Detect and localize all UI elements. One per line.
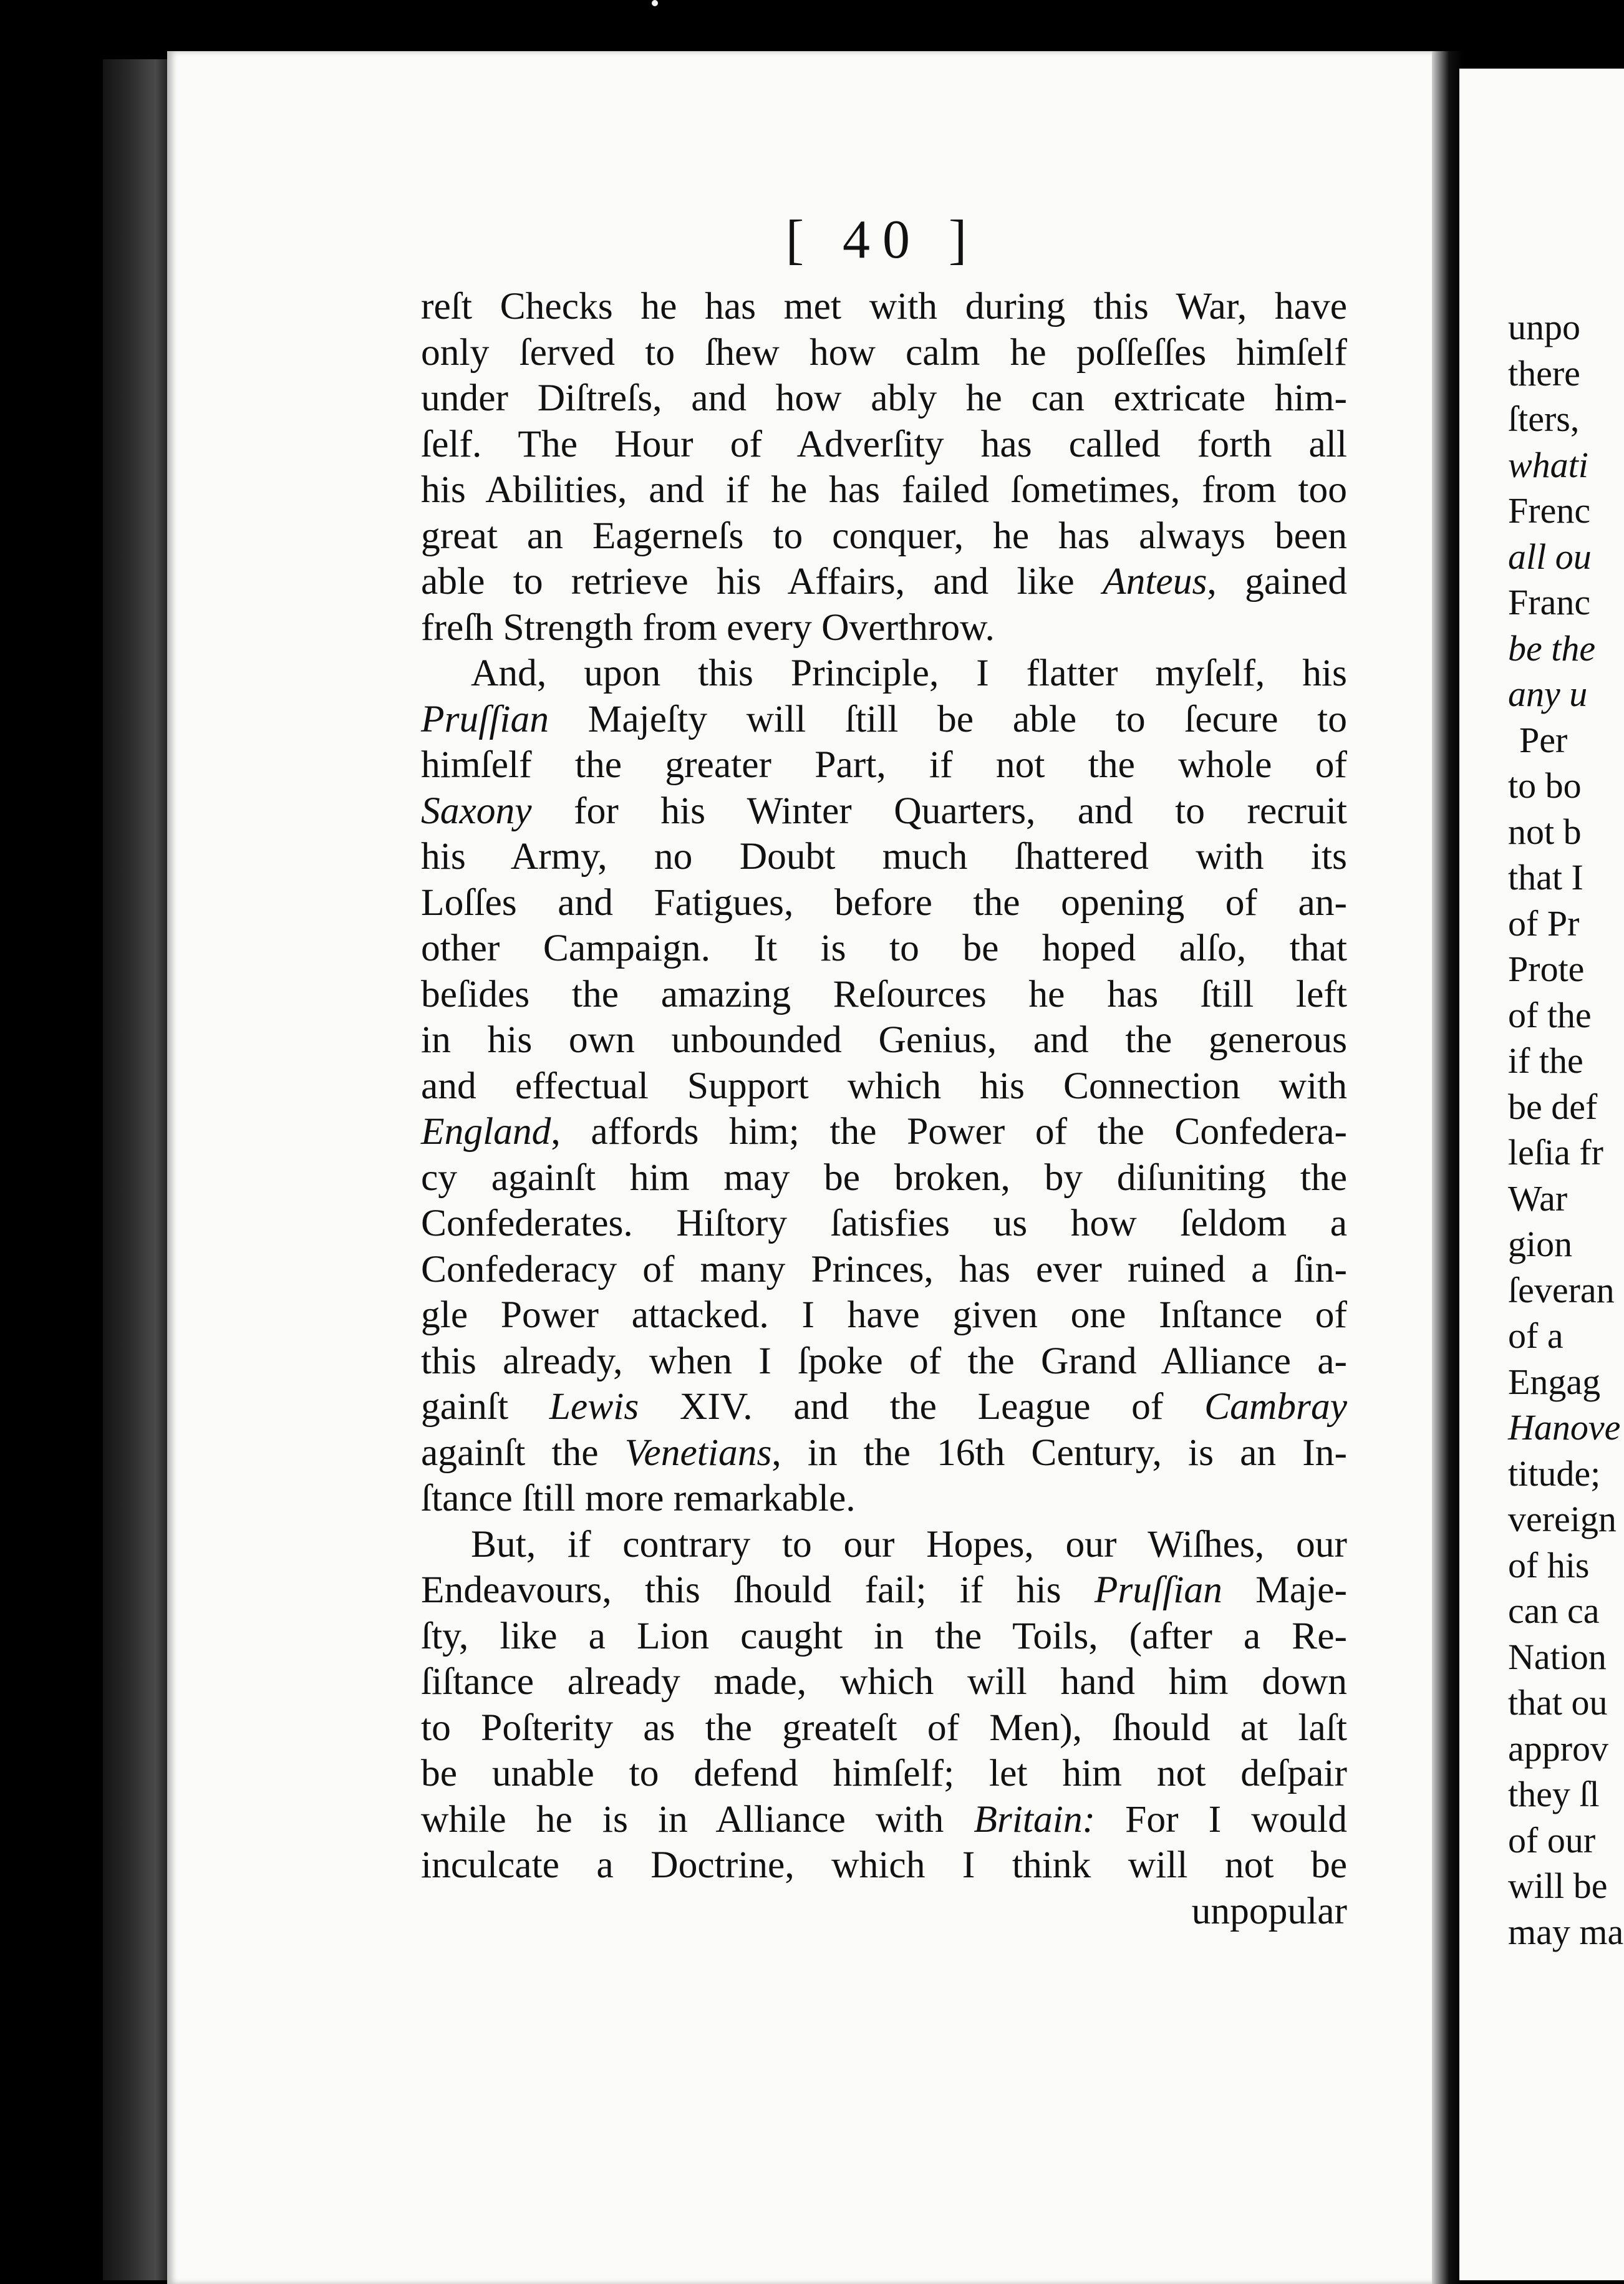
text-line xyxy=(421,1614,1347,1660)
facing-page-line: whati xyxy=(1508,444,1588,485)
text-segment: , affords him; the Power of the Confedera- xyxy=(551,1110,1347,1153)
facing-page-line: approv xyxy=(1508,1728,1609,1769)
text-line xyxy=(421,742,1347,788)
text-line xyxy=(421,1522,1347,1568)
text-segment: And, upon this Principle, I flatter myſelf, his xyxy=(471,652,1347,694)
text-line xyxy=(421,1705,1347,1751)
text-segment: Loſſes and Fatigues, before the opening of an- xyxy=(421,881,1347,924)
italic-text: England xyxy=(421,1110,551,1153)
text-line xyxy=(421,422,1347,468)
text-line xyxy=(421,697,1347,743)
facing-page-line: of a xyxy=(1508,1315,1564,1356)
facing-page-line: Nation xyxy=(1508,1636,1607,1677)
text-line xyxy=(421,559,1347,605)
text-line xyxy=(421,880,1347,926)
text-segment: in his own unbounded Genius, and the generous xyxy=(421,1019,1347,1061)
text-segment: be unable to defend himſelf; let him not deſpair xyxy=(421,1752,1347,1794)
text-line xyxy=(421,972,1347,1018)
text-segment: Confederacy of many Princes, has ever ruined a ſin- xyxy=(421,1247,1347,1290)
text-segment: his Army, no Doubt much ſhattered with its xyxy=(421,835,1347,878)
text-segment: gainſt xyxy=(421,1385,549,1428)
text-line xyxy=(421,1797,1347,1843)
text-segment: unpopular xyxy=(1191,1889,1347,1932)
text-line xyxy=(421,1430,1347,1476)
text-segment: under Diſtreſs, and how ably he can extricate him- xyxy=(421,377,1347,419)
text-line xyxy=(421,1751,1347,1797)
facing-page-line: all ou xyxy=(1508,536,1592,577)
text-line xyxy=(421,284,1347,330)
italic-text: Anteus xyxy=(1103,560,1207,602)
facing-page-line: that ou xyxy=(1508,1682,1608,1723)
text-segment: cy againſt him may be broken, by diſuniting the xyxy=(421,1156,1347,1199)
text-line xyxy=(421,1292,1347,1338)
text-line xyxy=(421,1476,1347,1522)
facing-page-line: leſia fr xyxy=(1508,1132,1603,1173)
text-line xyxy=(421,1109,1347,1155)
text-segment: gle Power attacked. I have given one Inſtance of xyxy=(421,1294,1347,1336)
facing-page-line: will be xyxy=(1508,1865,1608,1906)
facing-page-line: gion xyxy=(1508,1224,1573,1264)
text-segment: Majeſty will ſtill be able to ſecure to xyxy=(549,697,1347,740)
facing-page-line: Engag xyxy=(1508,1361,1601,1402)
facing-page-line: there xyxy=(1508,352,1580,394)
text-segment: Confederates. Hiſtory ſatisfies us how ſeldom a xyxy=(421,1202,1347,1244)
text-line xyxy=(421,1384,1347,1430)
text-segment: , gained xyxy=(1207,560,1347,602)
text-line xyxy=(421,1338,1347,1385)
facing-page-line: War xyxy=(1508,1178,1568,1219)
facing-page-line: any u xyxy=(1508,674,1588,714)
facing-page-line: be the xyxy=(1508,627,1596,669)
text-line xyxy=(421,1567,1347,1614)
text-line xyxy=(421,1063,1347,1110)
paper-speck xyxy=(652,0,658,6)
facing-page-line: of the xyxy=(1508,994,1592,1035)
facing-page-line: of Pr xyxy=(1508,902,1580,944)
facing-page-text xyxy=(1508,304,1624,1955)
facing-page-line: ſeveran xyxy=(1508,1269,1615,1310)
italic-text: Britain: xyxy=(974,1798,1096,1841)
italic-text: Pruſſian xyxy=(421,697,549,740)
page-gutter xyxy=(1432,51,1463,2284)
facing-page-line: unpo xyxy=(1508,307,1580,347)
text-line xyxy=(421,1889,1347,1935)
text-line xyxy=(421,651,1347,697)
text-segment: , in the 16th Century, is an In- xyxy=(771,1431,1347,1474)
facing-page-line: be def xyxy=(1508,1086,1598,1127)
facing-page-line: ſters, xyxy=(1508,399,1580,439)
facing-page-line: Frenc xyxy=(1508,490,1591,531)
text-segment: while he is in Alliance with xyxy=(421,1798,974,1841)
text-segment: againſt the xyxy=(421,1431,625,1474)
text-line xyxy=(421,834,1347,880)
text-line xyxy=(421,788,1347,835)
text-line xyxy=(421,467,1347,513)
text-line xyxy=(421,1247,1347,1293)
text-segment: able to retrieve his Affairs, and like xyxy=(421,560,1103,602)
text-segment: For I would xyxy=(1095,1798,1348,1841)
text-line xyxy=(421,513,1347,559)
text-segment: ſty, like a Lion caught in the Toils, (after a Re- xyxy=(421,1614,1347,1657)
text-line xyxy=(421,926,1347,972)
facing-page-line: Prote xyxy=(1508,949,1585,989)
text-segment: ſtance ſtill more remarkable. xyxy=(421,1477,856,1519)
text-segment: ſelf. The Hour of Adverſity has called forth all xyxy=(421,422,1347,465)
text-segment: XIV. and the League of xyxy=(639,1385,1205,1428)
text-line xyxy=(421,1201,1347,1247)
facing-page-line: Franc xyxy=(1508,582,1591,622)
text-line xyxy=(421,330,1347,376)
text-segment: great an Eagerneſs to conquer, he has always been xyxy=(421,514,1347,557)
text-segment: for his Winter Quarters, and to recruit xyxy=(531,789,1347,832)
text-segment: freſh Strength from every Overthrow. xyxy=(421,606,995,649)
facing-page-line: Per xyxy=(1519,719,1568,760)
facing-page-line: of our xyxy=(1508,1819,1596,1861)
text-segment: his Abilities, and if he has failed ſometimes, from too xyxy=(421,468,1347,511)
italic-text: Saxony xyxy=(421,789,532,832)
text-segment: Maje- xyxy=(1222,1569,1347,1611)
facing-page-line: titude; xyxy=(1508,1453,1601,1494)
text-segment: reſt Checks he has met with during this War, have xyxy=(421,285,1347,327)
text-line xyxy=(421,375,1347,422)
text-segment: beſides the amazing Reſources he has ſtill left xyxy=(421,972,1347,1015)
text-segment: other Campaign. It is to be hoped alſo, that xyxy=(421,927,1347,969)
facing-page-line: of his xyxy=(1508,1544,1590,1585)
text-segment: to Poſterity as the greateſt of Men), ſhould at laſt xyxy=(421,1706,1347,1749)
italic-text: Venetians xyxy=(624,1431,772,1474)
italic-text: Pruſſian xyxy=(1094,1569,1222,1611)
text-segment: himſelf the greater Part, if not the whole of xyxy=(421,743,1347,786)
text-segment: ſiſtance already made, which will hand him down xyxy=(421,1660,1347,1703)
facing-page-line: can ca xyxy=(1508,1590,1600,1631)
text-segment: But, if contrary to our Hopes, our Wiſhes, our xyxy=(471,1522,1347,1565)
text-segment: only ſerved to ſhew how calm he poſſeſſes himſelf xyxy=(421,331,1347,374)
book-binding xyxy=(103,59,168,2280)
facing-page-line: vereign xyxy=(1508,1499,1617,1539)
facing-page-line: Hanove xyxy=(1508,1407,1621,1448)
page-number: [ 40 ] xyxy=(785,210,980,270)
text-segment: inculcate a Doctrine, which I think will not be xyxy=(421,1844,1347,1886)
text-segment: this already, when I ſpoke of the Grand Alliance a- xyxy=(421,1339,1347,1382)
facing-page-line: may ma xyxy=(1508,1911,1624,1952)
facing-page-line: if the xyxy=(1508,1040,1583,1081)
text-line xyxy=(421,1842,1347,1889)
text-line xyxy=(421,1017,1347,1063)
italic-text: Lewis xyxy=(549,1385,639,1428)
facing-page-line: they ſl xyxy=(1508,1774,1600,1814)
text-line xyxy=(421,1155,1347,1201)
facing-page-line: not b xyxy=(1508,811,1582,852)
text-line xyxy=(421,1659,1347,1705)
text-line xyxy=(421,605,1347,651)
text-segment: and effectual Support which his Connection with xyxy=(421,1064,1347,1107)
facing-page-line: to bo xyxy=(1508,765,1582,806)
text-segment: Endeavours, this ſhould fail; if his xyxy=(421,1569,1095,1611)
facing-page-line: that I xyxy=(1508,857,1583,898)
italic-text: Cambray xyxy=(1204,1385,1347,1428)
main-text-block xyxy=(421,284,1347,1934)
